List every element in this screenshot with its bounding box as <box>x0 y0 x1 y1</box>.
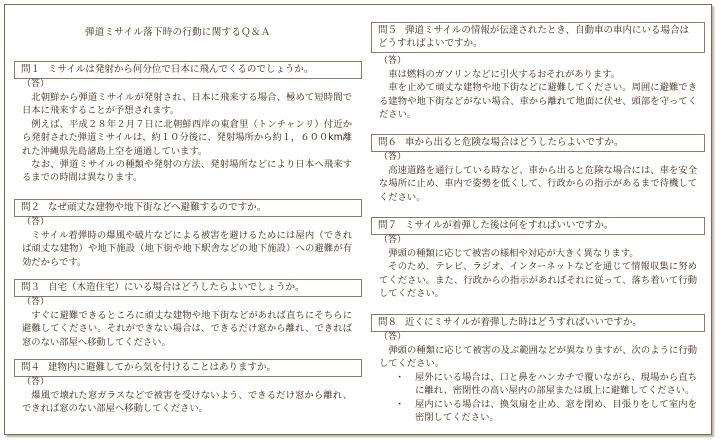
answer-label: （答） <box>379 235 407 245</box>
answer-label: （答） <box>22 217 50 227</box>
question-number: 問７ <box>378 220 398 231</box>
question-5 <box>371 22 705 53</box>
question-text: 車から出ると危険な場合はどうしたらよいですか。 <box>405 137 624 148</box>
answer-label: （答） <box>379 56 407 66</box>
question-number: 問４ <box>21 362 41 373</box>
question-text: 近くにミサイルが着弾した時はどうすればいいですか。 <box>405 317 642 328</box>
answer-8 <box>379 344 697 424</box>
answer-paragraph: 爆風で壊れた窓ガラスなどで被害を受けないよう、できるだけ窓から離れ、できれば窓のない部屋へ移動してください。 <box>22 390 352 415</box>
question-4 <box>14 359 362 377</box>
question-text: 建物内に避難してから気を付けることはありますか。 <box>48 362 277 373</box>
answer-label: （答） <box>22 297 50 307</box>
question-2 <box>14 199 362 217</box>
answer-paragraph: 高速道路を通行している時など、車から出ると危険な場合には、車を安全な場所に止め、車内で姿勢を低くして、行政からの指示があるまで待機してください。 <box>379 165 697 203</box>
answer-paragraph: 車は燃料のガソリンなどに引火するおそれがあります。 <box>388 69 620 80</box>
question-number: 問３ <box>21 282 41 293</box>
answer-5 <box>379 68 697 122</box>
question-number: 問２ <box>21 202 41 213</box>
answer-label: （答） <box>379 332 407 342</box>
answer-4 <box>22 389 352 416</box>
question-3 <box>14 279 362 297</box>
answer-paragraph: 例えば、平成２８年２月７日に北朝鮮西岸の東倉里（トンチャンリ）付近から発射された弾道ミサイルは、約１０分後に、発射場所から約１，６００km離れた沖縄県先島諸島上空を通過しています。 <box>22 118 352 157</box>
answer-paragraph: 北朝鮮から弾道ミサイルが発射され、日本に飛来する場合、極めて短時間で日本に飛来することが予想されます。 <box>22 92 352 117</box>
answer-paragraph: そのため、テレビ、ラジオ、インターネットなどを通じて情報収集に努めてください。また、行政からの指示があればそれに従って、落ち着いて行動してください。 <box>379 261 697 300</box>
document-title: 弾道ミサイル落下時の行動に関するＱ＆Ａ <box>85 27 271 38</box>
answer-label: （答） <box>22 79 50 89</box>
question-text: ミサイルは発射から何分位で日本に飛んでくるのでしょうか。 <box>48 64 314 75</box>
answer-6 <box>379 164 697 204</box>
question-number: 問８ <box>378 317 398 328</box>
question-number: 問６ <box>378 137 398 148</box>
bullet-text: 屋内にいる場合は、換気扇を止め、窓を閉め、目張りをして室内を密閉してください。 <box>415 398 697 424</box>
question-1 <box>14 61 362 79</box>
question-text: 自宅（木造住宅）にいる場合はどうしたらよいでしょうか。 <box>48 282 305 293</box>
answer-7 <box>379 247 697 301</box>
bullet-text: 屋外にいる場合は、口と鼻をハンカチで覆いながら、現場から直ちに離れ、密閉性の高い屋内の部屋または風上に避難してください。 <box>415 371 697 397</box>
answer-paragraph: 弾頭の種類に応じて被害の様相や対応が大きく異なります。 <box>388 248 639 259</box>
bullet-icon: ・ <box>395 398 405 410</box>
bullet-icon: ・ <box>395 371 405 383</box>
qa-document <box>4 4 712 435</box>
answer-label: （答） <box>379 152 407 162</box>
question-6 <box>371 134 705 152</box>
answer-paragraph: 車を止めて頑丈な建物や地下街などに避難してください。周囲に避難できる建物や地下街などがない場合、車から離れて地面に伏せ、頭部を守ってください。 <box>379 82 697 121</box>
question-text: なぜ頑丈な建物や地下街などへ避難するのですか。 <box>48 202 267 213</box>
question-text: ミサイルが着弾した後は何をすればいいですか。 <box>405 220 614 231</box>
answer-label: （答） <box>22 377 50 387</box>
answer-3 <box>22 309 352 349</box>
bullet-list <box>379 371 697 425</box>
list-item <box>379 371 697 398</box>
question-7 <box>371 217 705 235</box>
question-number: 問５ <box>378 25 398 36</box>
answer-paragraph: すぐに避難できるところに頑丈な建物や地下街などがあれば直ちにそちらに避難してください。それができない場合は、できるだけ窓から離れ、できれば窓のない部屋へ移動してください。 <box>22 310 352 348</box>
list-item <box>379 398 697 425</box>
question-number: 問１ <box>21 64 41 75</box>
question-text: 弾道ミサイルの情報が伝達されたとき、自動車の車内にいる場合はどうすればよいですか。 <box>378 25 689 49</box>
answer-paragraph: なお、弾道ミサイルの種類や発射の方法、発射場所などにより日本へ飛来するまでの時間は異なります。 <box>22 159 352 184</box>
answer-paragraph: ミサイル着弾時の爆風や破片などによる被害を避けるためには屋内（できれば頑丈な建物）や地下施設（地下街や地下駅舎などの地下施設）への避難が有効だからです。 <box>22 230 352 268</box>
question-8 <box>371 314 705 332</box>
answer-2 <box>22 229 352 269</box>
answer-1 <box>22 91 352 185</box>
answer-paragraph: 弾頭の種類に応じて被害の及ぶ範囲などが異なりますが、次のように行動してください。 <box>379 345 697 370</box>
